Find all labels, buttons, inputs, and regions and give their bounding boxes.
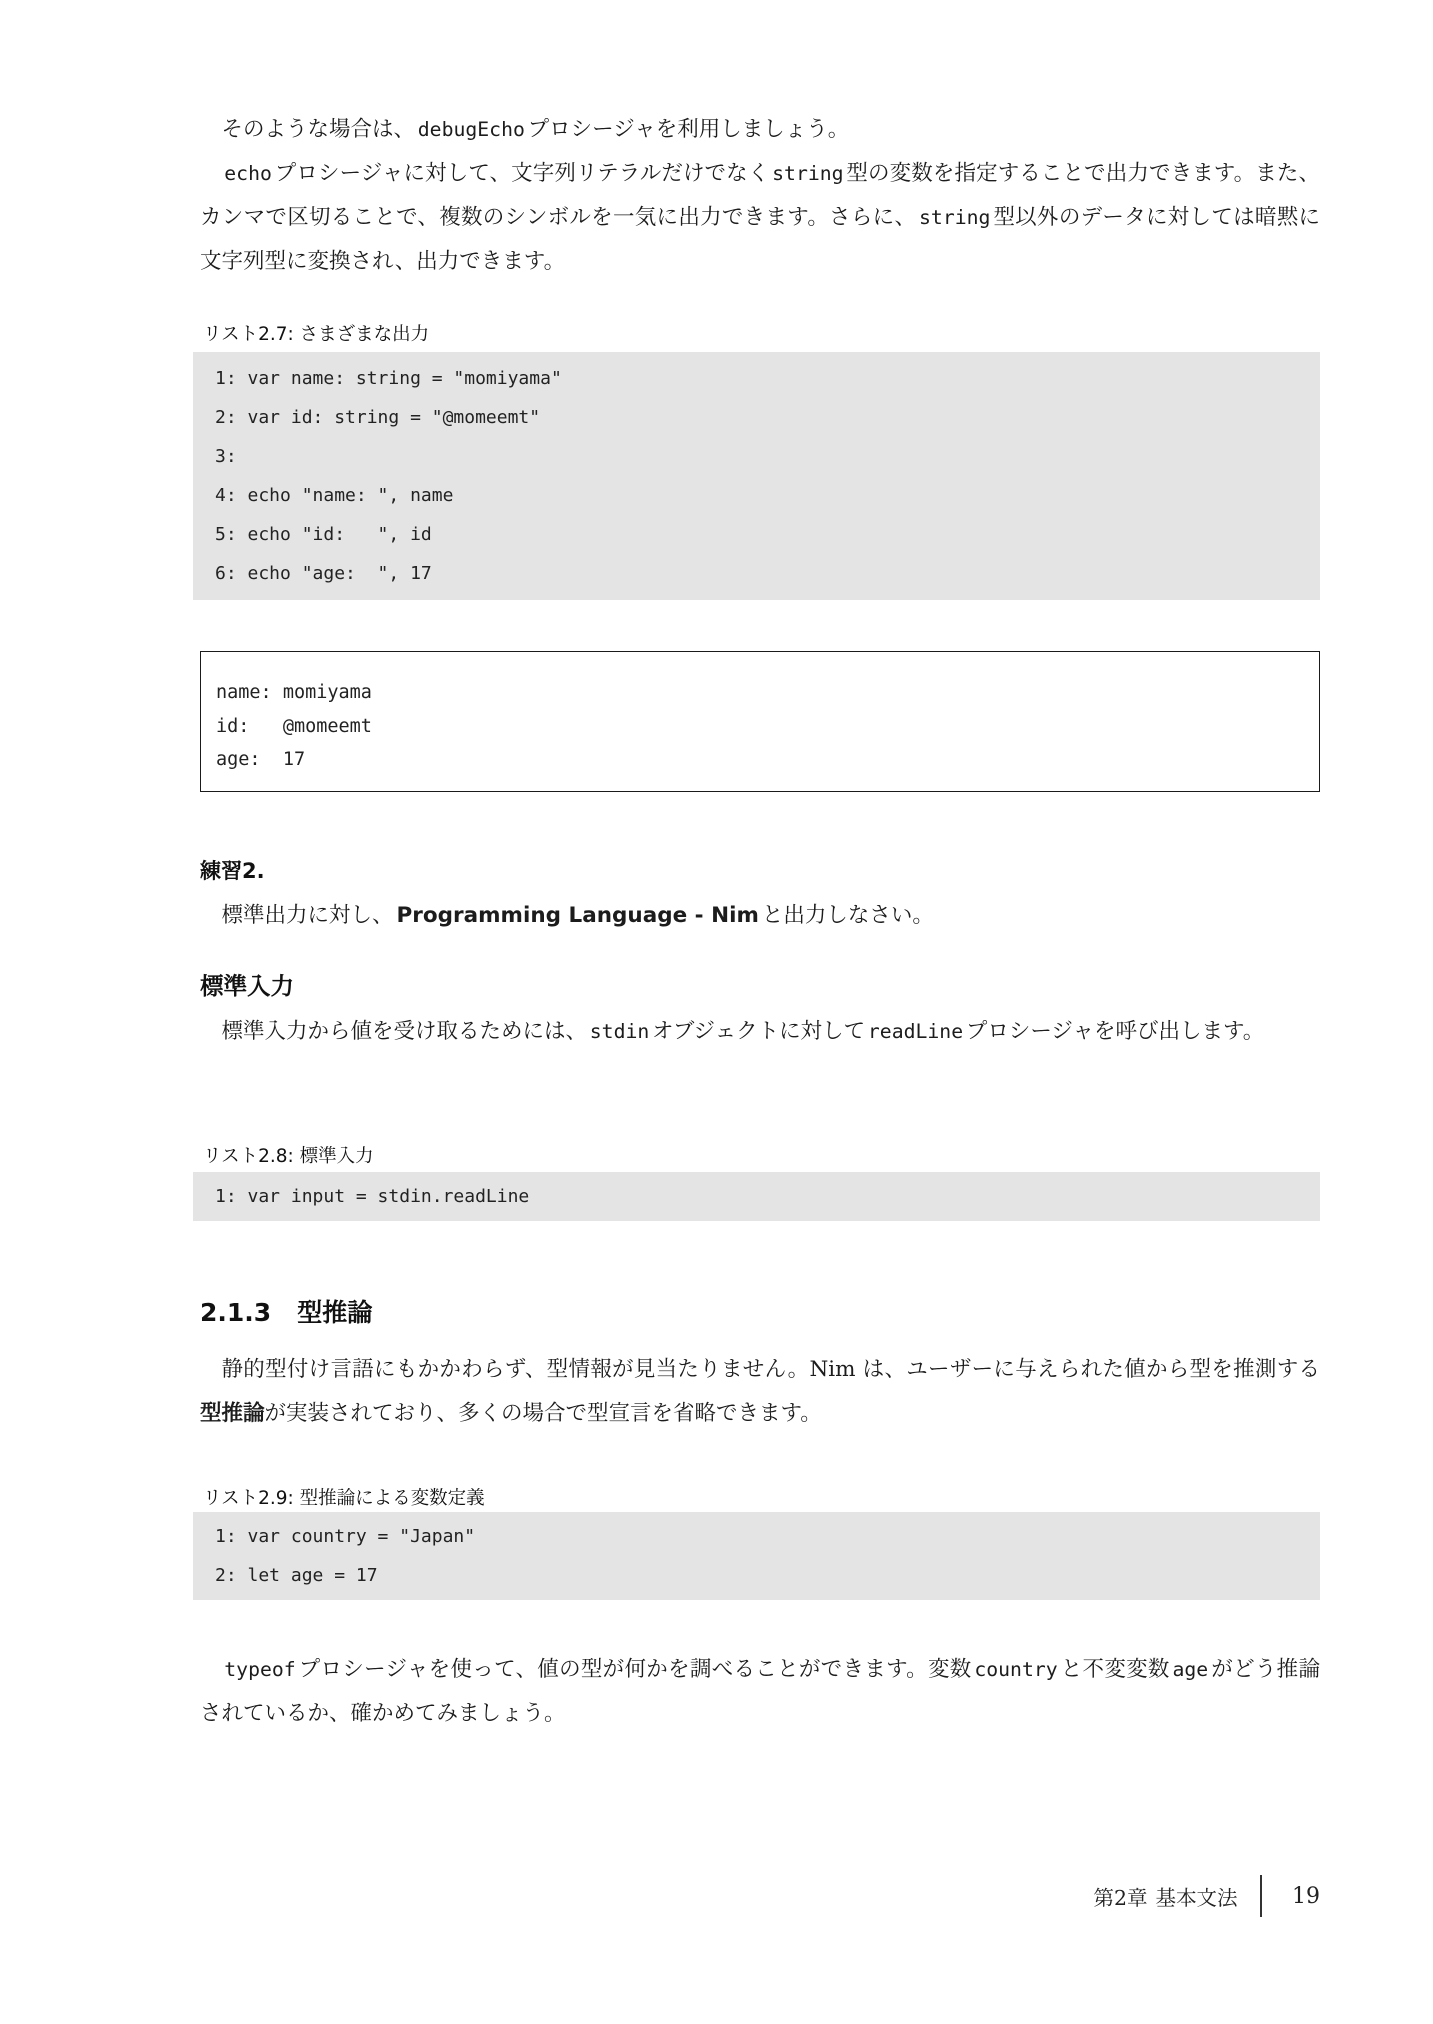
output-line: id: @momeemt	[216, 715, 372, 737]
code-line: 1: var name: string = "momiyama"	[215, 368, 562, 389]
text-segment: 型の変数を指定することで出力できます。また、カンマで区切ることで、複数のシンボルを一気に出力できます。さらに、	[200, 161, 1320, 230]
paragraph-stdin	[200, 1010, 1320, 1054]
output-line: age: 17	[216, 749, 306, 770]
code-line: 6: echo "age: ", 17	[215, 563, 432, 584]
code-line: 1: var input = stdin.readLine	[215, 1186, 530, 1207]
program-output-box	[200, 651, 1320, 792]
inline-code-echo: echo	[224, 162, 272, 185]
text-segment: がどう推論されているか、確かめてみましょう。	[200, 1657, 1320, 1726]
code-line: 2: let age = 17	[215, 1565, 378, 1586]
paragraph-type-inference	[200, 1348, 1320, 1436]
code-line: 2: var id: string = "@momeemt"	[215, 407, 541, 428]
inline-code-debugecho: debugEcho	[417, 118, 525, 141]
paragraph-echo-string	[200, 152, 1320, 284]
section-title: 型推論	[297, 1298, 373, 1327]
listing-2-7-code-block	[193, 352, 1320, 600]
footer-chapter-label: 第2章	[1093, 1886, 1148, 1910]
listing-2-8-code-block	[193, 1172, 1320, 1221]
listing-2-9-caption: リスト2.9: 型推論による変数定義	[203, 1488, 485, 1509]
footer-section-label: 基本文法	[1155, 1886, 1238, 1910]
inline-code-country: country	[974, 1658, 1058, 1681]
page-footer	[1093, 1874, 1320, 1918]
output-line: name: momiyama	[216, 682, 372, 703]
text-segment: プロシージャを呼び出します。	[965, 1019, 1265, 1044]
text-segment: オブジェクトに対して	[652, 1019, 866, 1044]
listing-2-7-caption: リスト2.7: さまざまな出力	[203, 324, 430, 345]
bold-term-type-inference: 型推論	[200, 1401, 265, 1426]
text-segment: プロシージャを利用しましょう。	[527, 117, 850, 142]
text-segment: 標準出力に対し、	[221, 903, 394, 928]
section-number: 2.1.3	[200, 1298, 272, 1327]
code-line: 3:	[215, 446, 237, 467]
text-segment: と不変変数	[1060, 1657, 1170, 1682]
paragraph-debugecho	[200, 108, 1320, 152]
text-segment: プロシージャに対して、文字列リテラルだけでなく	[274, 161, 770, 186]
text-segment: 標準入力から値を受け取るためには、	[221, 1019, 588, 1044]
text-segment: と出力しなさい。	[761, 903, 934, 928]
stdin-heading: 標準入力	[200, 972, 294, 1000]
section-2-1-3-heading	[200, 1296, 372, 1330]
text-segment: 型以外のデータに対しては暗黙に文字列型に変換され、出力できます。	[200, 205, 1320, 274]
inline-code-string: string	[919, 206, 991, 229]
inline-code-stdin: stdin	[589, 1020, 650, 1043]
text-segment: 静的型付け言語にもかかわらず、型情報が見当たりません。Nim は、ユーザーに与えられた値から型を推測する	[221, 1357, 1320, 1382]
inline-code-age: age	[1172, 1658, 1209, 1681]
exercise-2-heading: 練習2.	[200, 859, 265, 883]
footer-divider	[1260, 1875, 1263, 1917]
paragraph-typeof	[200, 1648, 1320, 1736]
inline-code-string: string	[772, 162, 844, 185]
text-segment: が実装されており、多くの場合で型宣言を省略できます。	[264, 1401, 822, 1426]
code-line: 4: echo "name: ", name	[215, 485, 454, 506]
page-number: 19	[1292, 1883, 1320, 1909]
inline-code-readline: readLine	[867, 1020, 964, 1043]
bold-program-output-text: Programming Language - Nim	[396, 903, 759, 928]
listing-2-9-code-block	[193, 1512, 1320, 1600]
code-line: 1: var country = "Japan"	[215, 1526, 476, 1547]
text-segment: そのような場合は、	[221, 117, 416, 142]
inline-code-typeof: typeof	[224, 1658, 296, 1681]
listing-2-8-caption: リスト2.8: 標準入力	[203, 1146, 374, 1167]
paragraph-exercise-2	[200, 894, 1320, 938]
code-line: 5: echo "id: ", id	[215, 524, 432, 545]
text-segment: プロシージャを使って、値の型が何かを調べることができます。変数	[298, 1657, 972, 1682]
